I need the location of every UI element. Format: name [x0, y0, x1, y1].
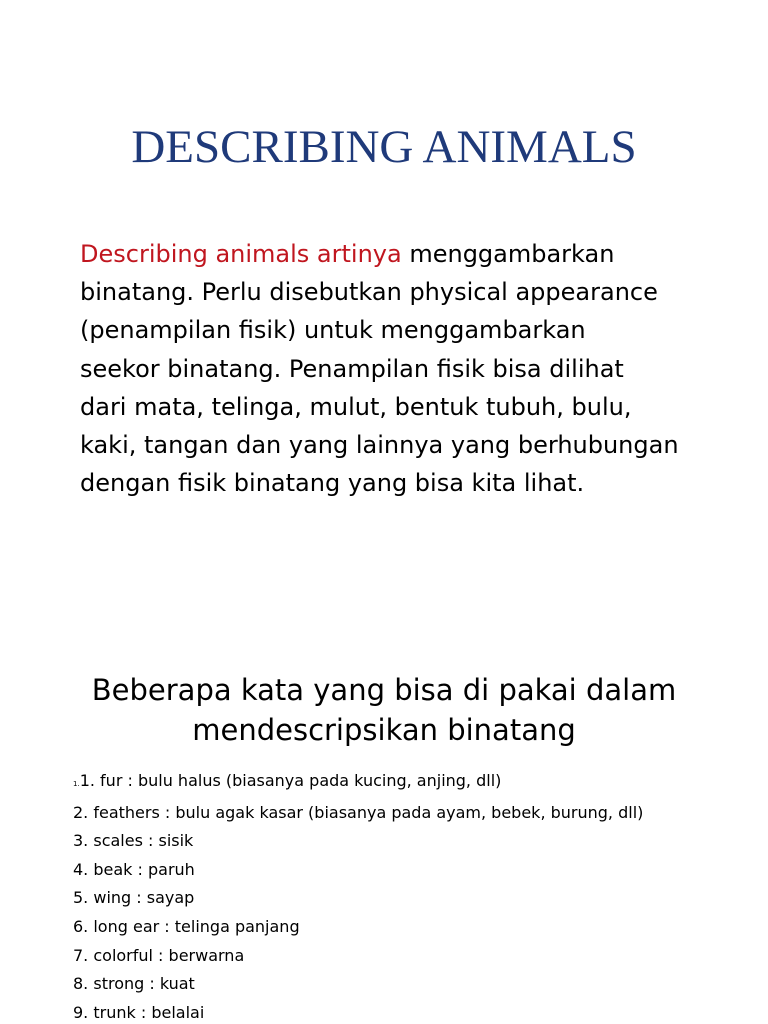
intro-line: binatang. Perlu disebutkan physical appearance — [80, 278, 658, 307]
vocab-item — [73, 942, 753, 971]
intro-line: (penampilan fisik) untuk menggambarkan — [80, 316, 586, 345]
vocab-item — [73, 799, 753, 828]
vocab-item-text: 8. strong : kuat — [73, 974, 195, 994]
vocab-item-text: 2. feathers : bulu agak kasar (biasanya pada ayam, bebek, burung, dll) — [73, 802, 644, 822]
vocab-item — [73, 827, 753, 856]
vocab-item — [73, 999, 753, 1024]
vocab-item-text: 9. trunk : belalai — [73, 1002, 205, 1022]
vocab-item-text: 4. beak : paruh — [73, 859, 195, 879]
intro-line: kaki, tangan dan yang lainnya yang berhubungan — [80, 431, 679, 460]
vocab-item-text: 1. fur : bulu halus (biasanya pada kucing, anjing, dll) — [79, 771, 502, 790]
vocab-item-text: 5. wing : sayap — [73, 888, 195, 908]
vocab-list — [73, 767, 753, 1024]
list-marker: 1. — [73, 780, 80, 788]
vocab-item — [73, 913, 753, 942]
vocab-item-text: 7. colorful : berwarna — [73, 945, 245, 965]
intro-highlight: Describing animals artinya — [80, 240, 402, 268]
vocab-item-text: 6. long ear : telinga panjang — [73, 916, 300, 936]
vocab-item — [73, 767, 753, 799]
intro-paragraph — [80, 235, 740, 502]
vocab-item — [73, 856, 753, 885]
intro-line: menggambarkan — [401, 240, 615, 268]
vocab-heading-line: Beberapa kata yang bisa di pakai dalam — [91, 673, 677, 707]
vocab-item-text: 3. scales : sisik — [73, 831, 194, 851]
page-title: DESCRIBING ANIMALS — [131, 121, 637, 173]
intro-line: dengan fisik binatang yang bisa kita lihat. — [80, 469, 585, 498]
intro-line: seekor binatang. Penampilan fisik bisa dilihat — [80, 354, 624, 383]
vocab-heading — [0, 670, 768, 750]
vocab-heading-line: mendescripsikan binatang — [192, 713, 576, 747]
intro-line: dari mata, telinga, mulut, bentuk tubuh, bulu, — [80, 392, 632, 421]
vocab-item — [73, 884, 753, 913]
vocab-item — [73, 970, 753, 999]
